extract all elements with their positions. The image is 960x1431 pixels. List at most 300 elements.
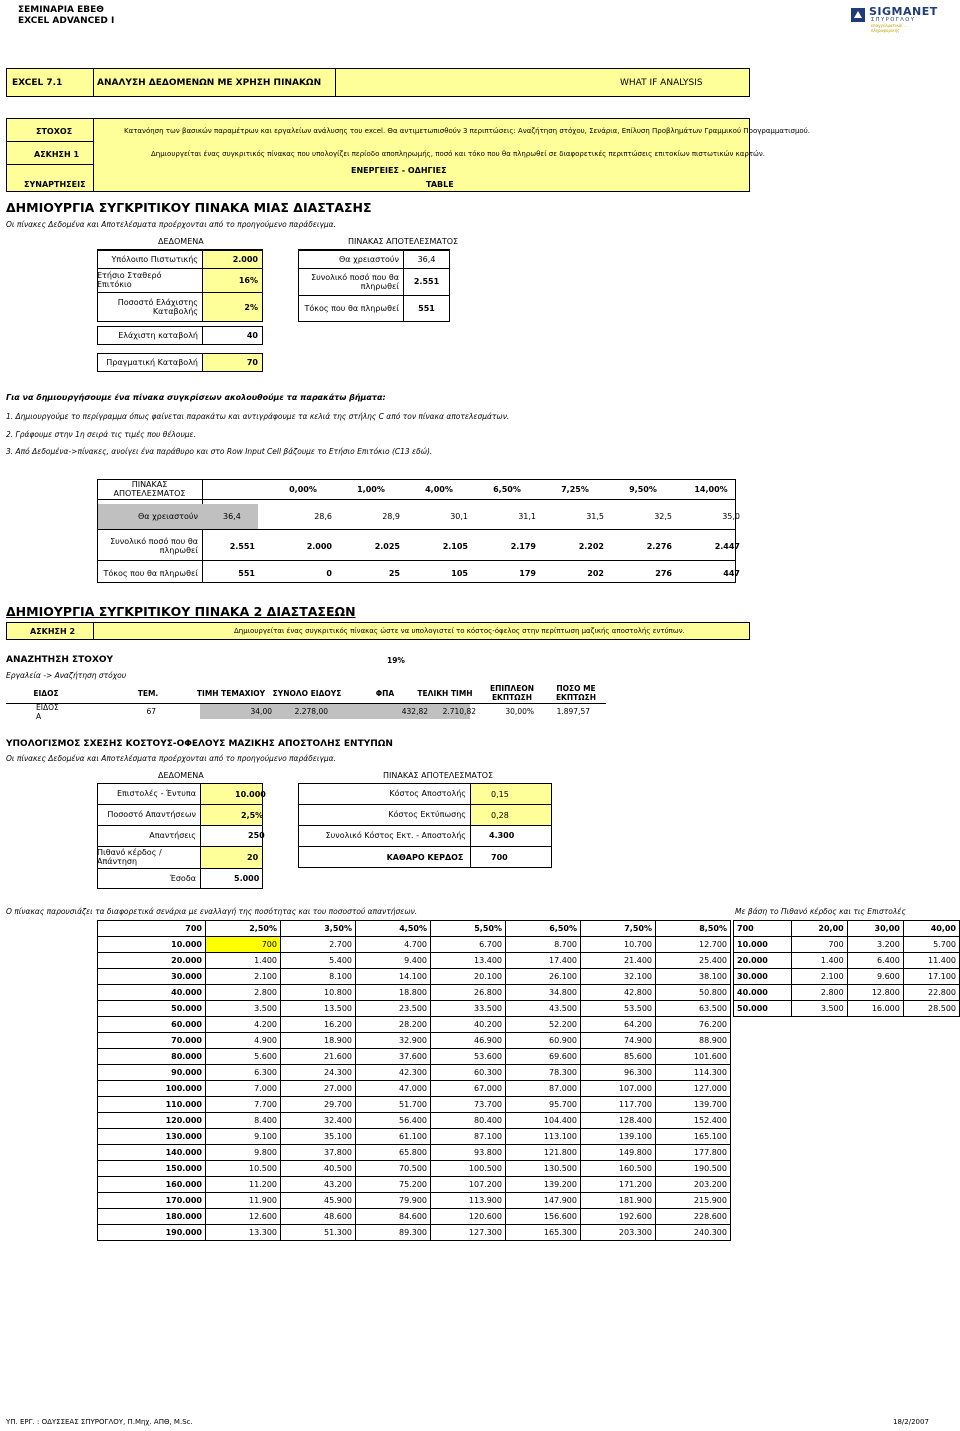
row-header: 190.000	[98, 1225, 206, 1241]
scenario-table	[97, 920, 731, 1241]
table-cell: 9.800	[206, 1145, 281, 1161]
table-cell: 128.400	[581, 1113, 656, 1129]
table-cell: 107.200	[431, 1177, 506, 1193]
rate-header: 0,00%	[289, 484, 317, 494]
goal-seek-cell: 432,82	[401, 707, 428, 716]
column-header: 40,00	[903, 921, 959, 937]
table-cell: 69.600	[506, 1049, 581, 1065]
table-cell: 100.500	[431, 1161, 506, 1177]
table-cell: 9.100	[206, 1129, 281, 1145]
comparison-cell: 2.000	[306, 541, 332, 551]
column-header: 8,50%	[656, 921, 731, 937]
table-cell: 139.100	[581, 1129, 656, 1145]
data-value[interactable]: 2%	[203, 293, 262, 321]
table-cell: 43.500	[506, 1001, 581, 1017]
table-cell: 2.800	[792, 985, 847, 1001]
table-cell: 27.000	[281, 1081, 356, 1097]
table-cell: 17.100	[903, 969, 959, 985]
table-cell: 32.400	[281, 1113, 356, 1129]
table-cell: 23.500	[356, 1001, 431, 1017]
table-cell: 10.700	[581, 937, 656, 953]
comparison-cell: 2.179	[510, 541, 536, 551]
table-cell: 5.700	[903, 937, 959, 953]
goal-seek-cell[interactable]: 30,00%	[505, 707, 534, 716]
data-label: Επιστολές - Έντυπα	[116, 789, 196, 798]
result-label: Τόκος που θα πληρωθεί	[304, 304, 399, 313]
table-cell: 160.500	[581, 1161, 656, 1177]
row-header: 30.000	[98, 969, 206, 985]
table-cell: 127.300	[431, 1225, 506, 1241]
row-header: 40.000	[734, 985, 792, 1001]
data-header: ΔΕΔΟΜΕΝΑ	[158, 237, 204, 246]
table-cell: 181.900	[581, 1193, 656, 1209]
data-label: Απαντήσεις	[149, 831, 196, 840]
row-header: 50.000	[734, 1001, 792, 1017]
comparison-cell: 28,9	[382, 512, 400, 521]
goal-seek-header: ΕΠΙΠΛΕΟΝ ΕΚΠΤΩΣΗ	[489, 684, 535, 702]
data-value: 250	[248, 831, 265, 840]
table-cell: 37.800	[281, 1145, 356, 1161]
table-cell: 6.300	[206, 1065, 281, 1081]
column-header: 3,50%	[281, 921, 356, 937]
goal-seek-pct: 19%	[387, 656, 405, 665]
section2-title: ΔΗΜΙΟΥΡΓΙΑ ΣΥΓΚΡΙΤΙΚΟΥ ΠΙΝΑΚΑ 2 ΔΙΑΣΤΑΣΕΩΝ	[6, 604, 356, 619]
table-cell: 64.200	[581, 1017, 656, 1033]
table-cell: 51.700	[356, 1097, 431, 1113]
comparison-cell: 25	[388, 568, 400, 578]
comparison-cell: 2.025	[374, 541, 400, 551]
table-cell: 13.500	[281, 1001, 356, 1017]
data-label: Πραγματική Καταβολή	[106, 358, 198, 367]
row-header: 120.000	[98, 1113, 206, 1129]
row-header: 60.000	[98, 1017, 206, 1033]
table-cell: 147.900	[506, 1193, 581, 1209]
table-cell: 192.600	[581, 1209, 656, 1225]
table-cell: 8.400	[206, 1113, 281, 1129]
row-header: 10.000	[734, 937, 792, 953]
comparison-cell: 202	[587, 568, 604, 578]
table-cell: 40.200	[431, 1017, 506, 1033]
table-cell: 190.500	[656, 1161, 731, 1177]
logo-sub: Σ Π Υ Ρ Ο Γ Λ Ο Υ	[871, 17, 914, 23]
title-right: WHAT IF ANALYSIS	[620, 78, 703, 88]
table-cell: 74.900	[581, 1033, 656, 1049]
table-cell: 228.600	[656, 1209, 731, 1225]
data-label: Ελάχιστη καταβολή	[118, 331, 198, 340]
profit-table	[733, 920, 960, 1017]
goal-seek-cell: 1.897,57	[556, 707, 590, 716]
table-cell: 177.800	[656, 1145, 731, 1161]
table-cell: 11.200	[206, 1177, 281, 1193]
comparison-cell: 2.202	[578, 541, 604, 551]
comparison-cell: 276	[655, 568, 672, 578]
data-value[interactable]: 10.000	[201, 784, 262, 804]
goal-seek-header: ΦΠΑ	[375, 688, 395, 698]
table-cell: 53.500	[581, 1001, 656, 1017]
comparison-row-label: Τόκος που θα πληρωθεί	[103, 568, 198, 578]
comparison-cell: 32,5	[654, 512, 672, 521]
table-cell: 7.700	[206, 1097, 281, 1113]
table-cell: 12.800	[847, 985, 903, 1001]
table-cell: 85.600	[581, 1049, 656, 1065]
comparison-cell: 447	[723, 568, 740, 578]
table-cell: 33.500	[431, 1001, 506, 1017]
functions-value: TABLE	[426, 180, 454, 189]
table-cell: 16.200	[281, 1017, 356, 1033]
rate-header: 9,50%	[629, 484, 657, 494]
header-line2: EXCEL ADVANCED I	[18, 16, 115, 26]
table-cell: 8.700	[506, 937, 581, 953]
table-cell: 101.600	[656, 1049, 731, 1065]
rate-header: 14,00%	[694, 484, 728, 494]
comparison-cell: 35,0	[722, 512, 740, 521]
goal-seek-header: ΠΟΣΟ ΜΕ ΕΚΠΤΩΣΗ	[555, 684, 597, 702]
row-header: 100.000	[98, 1081, 206, 1097]
result-label: Κόστος Αποστολής	[389, 789, 466, 798]
table-cell: 121.800	[506, 1145, 581, 1161]
column-header: 30,00	[847, 921, 903, 937]
corner-cell: 700	[734, 921, 792, 937]
functions-label: ΣΥΝΑΡΤΗΣΕΙΣ	[24, 180, 86, 189]
net-profit-value: 700	[491, 852, 508, 862]
table-cell: 12.600	[206, 1209, 281, 1225]
step-2: 2. Γράφουμε στην 1η σειρά τις τιμές που θέλουμε.	[6, 430, 196, 439]
row-header: 20.000	[734, 953, 792, 969]
footer-date: 18/2/2007	[893, 1418, 929, 1426]
table-cell: 95.700	[506, 1097, 581, 1113]
table-cell: 10.500	[206, 1161, 281, 1177]
table-cell: 87.100	[431, 1129, 506, 1145]
table-cell: 16.000	[847, 1001, 903, 1017]
table-cell: 45.900	[281, 1193, 356, 1209]
table-cell: 50.800	[656, 985, 731, 1001]
table-cell: 2.800	[206, 985, 281, 1001]
row-header: 80.000	[98, 1049, 206, 1065]
table-cell: 93.800	[431, 1145, 506, 1161]
table-cell: 2.100	[792, 969, 847, 985]
data-value[interactable]: 2,5%	[201, 805, 262, 825]
section2-note: Οι πίνακες Δεδομένα και Αποτελέσματα προέρχονται από το προηγούμενο παράδειγμα.	[6, 754, 336, 763]
table-cell: 7.000	[206, 1081, 281, 1097]
column-header: 7,50%	[581, 921, 656, 937]
table-cell: 114.300	[656, 1065, 731, 1081]
goal-seek-cell: 2.710,82	[442, 707, 476, 716]
table-cell: 20.100	[431, 969, 506, 985]
comparison-base-value: 36,4	[223, 512, 241, 521]
table-cell: 56.400	[356, 1113, 431, 1129]
table-cell: 40.500	[281, 1161, 356, 1177]
table-cell: 152.400	[656, 1113, 731, 1129]
table-cell: 3.500	[792, 1001, 847, 1017]
data-value[interactable]: 2.000	[203, 251, 262, 268]
data-label: Πιθανό κέρδος / Απάντηση	[97, 848, 162, 866]
result-value: 2.551	[413, 277, 440, 286]
comparison-cell: 30,1	[450, 512, 468, 521]
comparison-cell: 179	[519, 568, 536, 578]
actions-label: ΕΝΕΡΓΕΙΕΣ - ΟΔΗΓΙΕΣ	[351, 166, 447, 175]
goal-seek-cell: 34,00	[250, 707, 272, 716]
table-cell: 203.200	[656, 1177, 731, 1193]
table-cell: 96.300	[581, 1065, 656, 1081]
table-cell: 10.800	[281, 985, 356, 1001]
table-cell: 28.200	[356, 1017, 431, 1033]
table-cell: 17.400	[506, 953, 581, 969]
logo-main: SIGMANET	[869, 5, 938, 18]
row-header: 30.000	[734, 969, 792, 985]
table-cell: 9.600	[847, 969, 903, 985]
result-value[interactable]: 0,15	[471, 784, 551, 804]
data-value[interactable]: 70	[203, 354, 262, 371]
table-cell: 18.800	[356, 985, 431, 1001]
table-cell: 149.800	[581, 1145, 656, 1161]
table-cell: 104.400	[506, 1113, 581, 1129]
table-cell: 80.400	[431, 1113, 506, 1129]
table-cell: 84.600	[356, 1209, 431, 1225]
table-cell: 113.900	[431, 1193, 506, 1209]
table-cell: 156.600	[506, 1209, 581, 1225]
table-cell: 11.400	[903, 953, 959, 969]
results-header-2: ΠΙΝΑΚΑΣ ΑΠΟΤΕΛΕΣΜΑΤΟΣ	[383, 771, 494, 780]
goal-seek-cell: 2.278,00	[294, 707, 328, 716]
logo-icon	[850, 7, 866, 23]
table-cell: 139.700	[656, 1097, 731, 1113]
table-cell: 52.200	[506, 1017, 581, 1033]
result-value: 36,4	[417, 254, 436, 264]
data-value: 5.000	[234, 874, 260, 883]
table-cell: 78.300	[506, 1065, 581, 1081]
section1-note: Οι πίνακες Δεδομένα και Αποτελέσματα προέρχονται από το προηγούμενο παράδειγμα.	[6, 220, 336, 229]
column-header: 20,00	[792, 921, 847, 937]
data-header-2: ΔΕΔΟΜΕΝΑ	[158, 771, 204, 780]
goal-text: Κατανόηση των βασικών παραμέτρων και εργαλείων ανάλυσης του excel. Θα αντιμετωπισθούν 3 περιπτώσεις: Αναζήτηση στόχου, Σενάρια, Επίλυση Προβλημάτων Γραμμικού Προγραμματισμού.	[124, 127, 810, 135]
step-1: 1. Δημιουργούμε το περίγραμμα όπως φαίνεται παρακάτω και αντιγράφουμε τα κελιά της στήλης C από τον πίνακα αποτελεσμάτων.	[6, 412, 510, 421]
table-cell: 63.500	[656, 1001, 731, 1017]
table-cell: 73.700	[431, 1097, 506, 1113]
goal-seek-cell: ΕΙΔΟΣ Α	[36, 702, 59, 721]
table-cell: 37.600	[356, 1049, 431, 1065]
row-header: 10.000	[98, 937, 206, 953]
data-label: Ποσοστό Ελάχιστης Καταβολής	[117, 298, 198, 316]
table-cell: 4.700	[356, 937, 431, 953]
table-cell: 60.900	[506, 1033, 581, 1049]
table-cell: 25.400	[656, 953, 731, 969]
table-cell: 1.400	[792, 953, 847, 969]
header-line1: ΣΕΜΙΝΑΡΙΑ ΕΒΕΘ	[18, 5, 104, 15]
column-header: 6,50%	[506, 921, 581, 937]
comparison-cell: 28,6	[314, 512, 332, 521]
table-cell: 4.900	[206, 1033, 281, 1049]
table-cell: 75.200	[356, 1177, 431, 1193]
table-cell: 165.100	[656, 1129, 731, 1145]
row-header: 140.000	[98, 1145, 206, 1161]
table-cell: 13.300	[206, 1225, 281, 1241]
table-cell: 2.700	[281, 937, 356, 953]
goal-seek-header: ΤΕΜ.	[137, 688, 159, 698]
table-cell: 51.300	[281, 1225, 356, 1241]
table-cell: 42.800	[581, 985, 656, 1001]
row-header: 180.000	[98, 1209, 206, 1225]
table-cell: 203.300	[581, 1225, 656, 1241]
table-cell: 215.900	[656, 1193, 731, 1209]
table-cell: 53.600	[431, 1049, 506, 1065]
table-cell: 14.100	[356, 969, 431, 985]
table-cell: 47.000	[356, 1081, 431, 1097]
table-cell: 26.100	[506, 969, 581, 985]
table-cell: 171.200	[581, 1177, 656, 1193]
table-cell: 6.400	[847, 953, 903, 969]
table-cell: 89.300	[356, 1225, 431, 1241]
result-value: 4.300	[489, 831, 515, 840]
table-cell: 35.100	[281, 1129, 356, 1145]
goal-seek-header: ΣΥΝΟΛΟ ΕΙΔΟΥΣ	[272, 688, 342, 698]
table-cell: 2.100	[206, 969, 281, 985]
exercise2-label: ΑΣΚΗΣΗ 2	[30, 627, 76, 636]
exercise2-text: Δημιουργείται ένας συγκριτικός πίνακας ώστε να υπολογιστεί το κόστος-όφελος στην περίπτωση μαζικής αποστολής εντύπων.	[234, 627, 685, 635]
table-cell: 130.500	[506, 1161, 581, 1177]
step-3: 3. Από Δεδομένα->πίνακες, ανοίγει ένα παράθυρο και στο Row Input Cell βάζουμε το Ετήσιο Επιτόκιο (C13 εδώ).	[6, 447, 433, 456]
table-cell: 76.200	[656, 1017, 731, 1033]
goal-seek-header: ΕΙΔΟΣ	[33, 688, 59, 698]
row-header: 110.000	[98, 1097, 206, 1113]
row-header: 70.000	[98, 1033, 206, 1049]
table-cell: 34.800	[506, 985, 581, 1001]
exercise1-text: Δημιουργείται ένας συγκριτικός πίνακας που υπολογίζει περίοδο αποπληρωμής, ποσό και τόκο που θα πληρωθεί σε διαφορετικές περιπτώσεις επιτοκίων πιστωτικών καρτών.	[151, 150, 766, 158]
rate-header: 4,00%	[425, 484, 453, 494]
table-cell: 29.700	[281, 1097, 356, 1113]
goal-seek-header: ΤΕΛΙΚΗ ΤΙΜΗ	[417, 688, 473, 698]
table-cell: 42.300	[356, 1065, 431, 1081]
comparison-cell: 2.276	[646, 541, 672, 551]
table-cell: 43.200	[281, 1177, 356, 1193]
exercise-code: EXCEL 7.1	[12, 78, 63, 88]
table-cell: 139.200	[506, 1177, 581, 1193]
result-value[interactable]: 0,28	[471, 805, 551, 825]
row-header: 150.000	[98, 1161, 206, 1177]
scenario-note: Ο πίνακας παρουσιάζει τα διαφορετικά σενάρια με εναλλαγή της ποσότητας και του ποσοστού απαντήσεων.	[6, 907, 418, 916]
comparison-cell: 31,5	[586, 512, 604, 521]
table-cell: 3.500	[206, 1001, 281, 1017]
table-cell: 5.400	[281, 953, 356, 969]
row-header: 20.000	[98, 953, 206, 969]
column-header: 4,50%	[356, 921, 431, 937]
row-header: 130.000	[98, 1129, 206, 1145]
page-title: ΑΝΑΛΥΣΗ ΔΕΔΟΜΕΝΩΝ ΜΕ ΧΡΗΣΗ ΠΙΝΑΚΩΝ	[97, 78, 322, 88]
comparison-cell: 105	[451, 568, 468, 578]
rate-header: 1,00%	[357, 484, 385, 494]
table-cell: 6.700	[431, 937, 506, 953]
row-header: 90.000	[98, 1065, 206, 1081]
table-cell: 5.600	[206, 1049, 281, 1065]
table-cell: 67.000	[431, 1081, 506, 1097]
data-label: Υπόλοιπο Πιστωτικής	[111, 254, 198, 264]
table-cell: 32.100	[581, 969, 656, 985]
table-cell: 127.000	[656, 1081, 731, 1097]
table-cell: 38.100	[656, 969, 731, 985]
data-label: Έσοδα	[169, 874, 196, 883]
table-cell: 21.600	[281, 1049, 356, 1065]
result-label: Θα χρειαστούν	[339, 254, 399, 264]
calc-title: ΥΠΟΛΟΓΙΣΜΟΣ ΣΧΕΣΗΣ ΚΟΣΤΟΥΣ-ΟΦΕΛΟΥΣ ΜΑΖΙΚΗΣ ΑΠΟΣΤΟΛΗΣ ΕΝΤΥΠΩΝ	[6, 739, 393, 749]
row-header: 170.000	[98, 1193, 206, 1209]
column-header: 2,50%	[206, 921, 281, 937]
comparison-row-label: Συνολικό ποσό που θα πληρωθεί	[110, 537, 198, 555]
table-cell: 65.800	[356, 1145, 431, 1161]
goal-seek-cell[interactable]: 67	[146, 707, 156, 716]
column-header: 5,50%	[431, 921, 506, 937]
data-value[interactable]: 20	[201, 847, 262, 868]
table-cell: 46.900	[431, 1033, 506, 1049]
result-label: Συνολικό ποσό που θα πληρωθεί	[311, 272, 399, 291]
results-header: ΠΙΝΑΚΑΣ ΑΠΟΤΕΛΕΣΜΑΤΟΣ	[348, 237, 459, 246]
data-value: 40	[246, 331, 258, 340]
row-header: 50.000	[98, 1001, 206, 1017]
rate-header: 7,25%	[561, 484, 589, 494]
table-cell: 21.400	[581, 953, 656, 969]
table-cell: 32.900	[356, 1033, 431, 1049]
goal-seek-title: ΑΝΑΖΗΤΗΣΗ ΣΤΟΧΟΥ	[6, 655, 114, 665]
row-header: 160.000	[98, 1177, 206, 1193]
section1-title: ΔΗΜΙΟΥΡΓΙΑ ΣΥΓΚΡΙΤΙΚΟΥ ΠΙΝΑΚΑ ΜΙΑΣ ΔΙΑΣΤΑΣΗΣ	[6, 200, 372, 215]
corner-cell: 700	[98, 921, 206, 937]
data-label: Ποσοστό Απαντήσεων	[107, 810, 196, 819]
table-cell: 13.400	[431, 953, 506, 969]
result-label: Κόστος Εκτύπωσης	[388, 810, 466, 819]
result-label: Συνολικό Κόστος Εκτ. - Αποστολής	[325, 831, 466, 840]
comparison-row-label: Θα χρειαστούν	[138, 512, 198, 521]
right-note: Με βάση το Πιθανό κέρδος και τις Επιστολές	[735, 907, 906, 916]
comparison-base-value: 551	[238, 568, 255, 578]
table-cell: 88.900	[656, 1033, 731, 1049]
table-cell: 4.200	[206, 1017, 281, 1033]
table-cell: 11.900	[206, 1193, 281, 1209]
table-cell: 60.300	[431, 1065, 506, 1081]
table-cell: 165.300	[506, 1225, 581, 1241]
table-cell: 1.400	[206, 953, 281, 969]
rate-header: 6,50%	[493, 484, 521, 494]
goal-seek-header: ΤΙΜΗ ΤΕΜΑΧΙΟΥ	[196, 688, 266, 698]
data-label: Ετήσιο Σταθερό Επιτόκιο	[97, 271, 162, 289]
comparison-cell: 0	[326, 568, 332, 578]
row-header: 40.000	[98, 985, 206, 1001]
sigmanet-logo	[850, 4, 938, 33]
table-cell: 117.700	[581, 1097, 656, 1113]
data-value[interactable]: 16%	[203, 269, 262, 292]
table-cell: 113.100	[506, 1129, 581, 1145]
footer-author: ΥΠ. ΕΡΓ. : ΟΔΥΣΣΕΑΣ ΣΠΥΡΟΓΛΟΥ, Π.Μηχ. ΑΠΘ, M.Sc.	[6, 1418, 193, 1426]
table-cell: 700	[206, 937, 281, 953]
table-cell: 120.600	[431, 1209, 506, 1225]
table-cell: 240.300	[656, 1225, 731, 1241]
table-cell: 87.000	[506, 1081, 581, 1097]
table-cell: 12.700	[656, 937, 731, 953]
table-cell: 79.900	[356, 1193, 431, 1209]
table-cell: 3.200	[847, 937, 903, 953]
table-cell: 61.100	[356, 1129, 431, 1145]
table-cell: 107.000	[581, 1081, 656, 1097]
table-cell: 28.500	[903, 1001, 959, 1017]
table-cell: 26.800	[431, 985, 506, 1001]
goal-label: ΣΤΟΧΟΣ	[36, 127, 73, 136]
table-cell: 700	[792, 937, 847, 953]
table-cell: 48.600	[281, 1209, 356, 1225]
comparison-cell: 2.447	[714, 541, 740, 551]
comparison-cell: 31,1	[518, 512, 536, 521]
tool-note: Εργαλεία -> Αναζήτηση στόχου	[6, 671, 127, 680]
comparison-base-value: 2.551	[229, 541, 255, 551]
steps-title: Για να δημιουργήσουμε ένα πίνακα συγκρίσεων ακολουθούμε τα παρακάτω βήματα:	[6, 393, 386, 402]
table-cell: 9.400	[356, 953, 431, 969]
result-value: 551	[418, 304, 435, 313]
